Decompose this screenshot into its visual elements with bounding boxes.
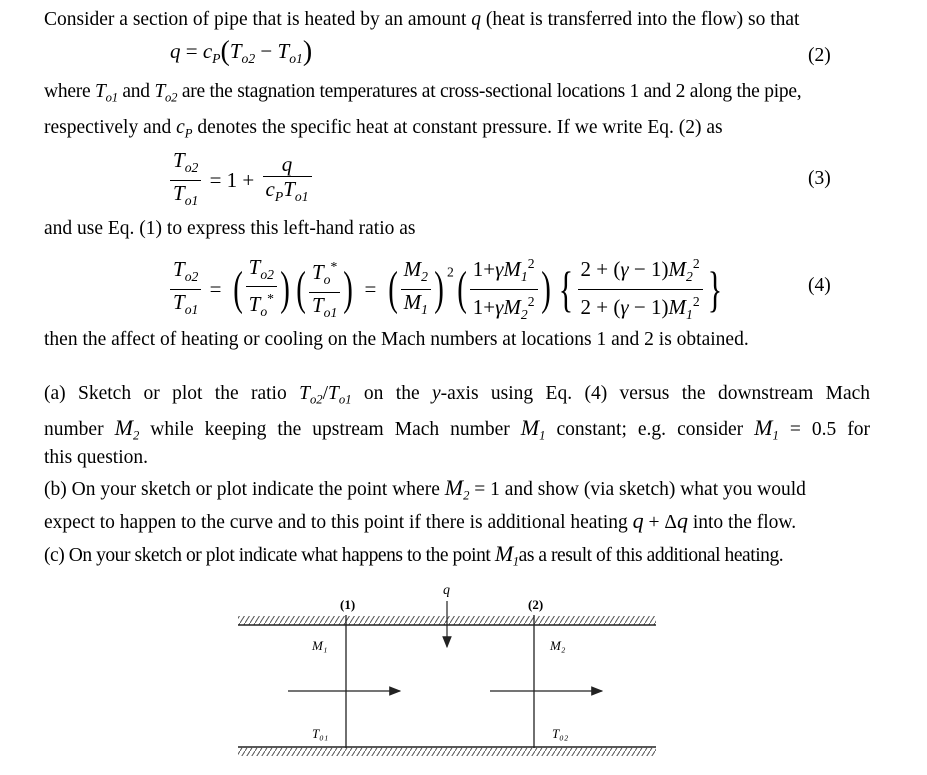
equation-3: $\frac{T_{o2}}{T_{o1}}$ = 1 + $\frac{q}{c_PT_{o1}}$	[170, 148, 312, 213]
part-a-line-1: (a) Sketch or plot the ratio $T_{o2}/T_{o1}$ on the y-axis using Eq. (4) versus the downstream Mach	[44, 383, 871, 407]
part-b-line-2: expect to happen to the curve and to this point if there is additional heating q + Δq into the flow.	[44, 508, 797, 533]
bottom-wall-hatch	[238, 747, 656, 756]
pipe-diagram	[0, 575, 927, 775]
station-1-label: (1)	[340, 597, 356, 612]
equation-2-number: (2)	[808, 45, 831, 66]
then-line: then the affect of heating or cooling on the Mach numbers at locations 1 and 2 is obtained.	[44, 329, 749, 350]
equation-2: $q = c_P(T_{o2} - T_{o1})$	[170, 36, 313, 67]
heat-label: q	[443, 583, 450, 598]
equation-4-number: (4)	[808, 275, 831, 296]
intro-text: Consider a section of pipe that is heated by an amount	[44, 9, 467, 30]
use-line: and use Eq. (1) to express this left-hand ratio as	[44, 218, 416, 239]
part-a-line-2: number $M_2$ while keeping the upstream Mach number $M_1$ constant; e.g. consider $M_1 = 0.5$ for	[44, 415, 871, 443]
where-line: where $T_{o1}$ and $T_{o2}$ are the stagnation temperatures at cross-sectional locations 1 and 2 along the pipe,	[44, 81, 802, 105]
intro-line	[44, 8, 799, 32]
station-2-label: (2)	[528, 597, 544, 612]
equation-3-number: (3)	[808, 168, 831, 189]
part-a-line-3: this question.	[44, 447, 149, 468]
part-b-line-1: (b) On your sketch or plot indicate the point where $M_2 = 1$ and show (via sketch) what you would	[44, 475, 806, 503]
t01-label: T₀₁	[312, 726, 329, 741]
respectively-line: respectively and $c_P$ denotes the specific heat at constant pressure. If we write Eq. (2) as	[44, 117, 723, 141]
part-c-line: (c) On your sketch or plot indicate what happens to the point $M_1as$ a result of this additional heating.	[44, 541, 784, 569]
intro-tail: (heat is transferred into the flow) so that	[485, 9, 800, 30]
mach-1-label: M₁	[312, 638, 328, 653]
t02-label: T₀₂	[552, 726, 569, 741]
q-symbol: q	[471, 9, 482, 30]
equation-4: $\frac{T_{o2}}{T_{o1}}$ = ( $\frac{T_{o2}}{T_o^*}$ ) ( $\frac{T_o^*}{T_{o1}}$ ) = ( $\frac{M_2}{M_1}$ ) $^2$( $\frac{1+\gamma M_1^2}{1+\gamma M_2^2}$ ) { $\frac{2 + (\gamma - 1)M_2^2}{2 + (\gamma - 1)M_1^2}$ }	[170, 252, 727, 327]
mach-2-label: M₂	[550, 638, 566, 653]
